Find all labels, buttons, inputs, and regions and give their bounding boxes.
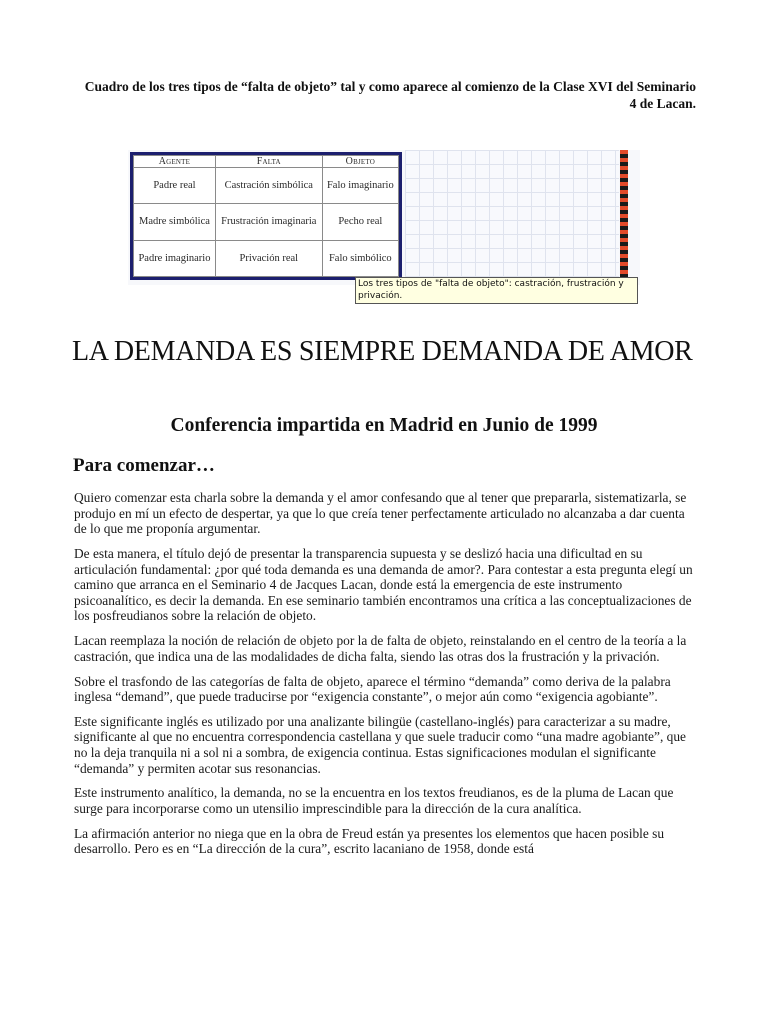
page-subtitle: Conferencia impartida en Madrid en Junio de 1999 [170, 415, 598, 436]
graph-paper-background [405, 150, 619, 285]
figure-image [128, 150, 640, 285]
table-cell: Padre real [134, 168, 216, 204]
paragraph: Lacan reemplaza la noción de relación de objeto por la de falta de objeto, reinstalando en el centro de la teoría a la castración, que indica una de las modalidades de dicha falta, siendo las otras dos la frustración y la privación. [74, 633, 687, 664]
table-row [134, 240, 399, 276]
header-falta: Falta [215, 156, 322, 168]
table-cell: Pecho real [322, 204, 398, 240]
lack-of-object-table [133, 155, 399, 277]
notebook-spiral-binding [620, 150, 628, 285]
table-cell: Castración simbólica [215, 168, 322, 204]
section-heading: Para comenzar… [73, 455, 215, 476]
table-row [134, 168, 399, 204]
body-text [74, 490, 700, 866]
table-cell: Padre imaginario [134, 240, 216, 276]
table-cell: Falo simbólico [322, 240, 398, 276]
lack-of-object-table-frame [130, 152, 402, 280]
figure-caption: Cuadro de los tres tipos de “falta de objeto” tal y como aparece al comienzo de la Clase XVI del Seminario 4 de Lacan. [84, 79, 696, 111]
table-cell: Falo imaginario [322, 168, 398, 204]
paragraph: Sobre el trasfondo de las categorías de falta de objeto, aparece el término “demanda” como deriva de la palabra inglesa “demand”, que puede traducirse por “exigencia constante”, o mejor aún como “exigencia agobiante”. [74, 673, 671, 705]
table-header-row [134, 156, 399, 168]
image-tooltip: Los tres tipos de "falta de objeto": castración, frustración y privación. [355, 277, 638, 304]
table-row [134, 204, 399, 240]
table-cell: Privación real [215, 240, 322, 276]
paragraph: Este significante inglés es utilizado por una analizante bilingüe (castellano-inglés) para caracterizar a su madre, significante al que no encuentra correspondencia castellana y que suele traducir como “una madre agobiante”, que no la deja tranquila ni a sol ni a sombra, de exigencia continua. Estas significaciones modulan el significante “demanda” y permiten acotar sus resonancias. [74, 713, 686, 776]
paragraph: De esta manera, el título dejó de presentar la transparencia supuesta y se deslizó hacia una dificultad en su articulación fundamental: ¿por qué toda demanda es una demanda de amor?. Para contestar a esta pregunta elegí un camino que arranca en el Seminario 4 de Jacques Lacan, donde está la emergencia de este instrumento psicoanalítico, es decir la demanda. En ese seminario también encontramos una crítica a las conceptualizaciones de los posfreudianos sobre la relación de objeto. [74, 545, 693, 624]
table-cell: Madre simbólica [134, 204, 216, 240]
table-cell: Frustración imaginaria [215, 204, 322, 240]
paragraph: Este instrumento analítico, la demanda, no se la encuentra en los textos freudianos, es de la pluma de Lacan que surge para incorporarse como un utensilio imprescindible para la dirección de la cura analítica. [74, 785, 674, 817]
header-objeto: Objeto [322, 156, 398, 168]
paragraph: La afirmación anterior no niega que en la obra de Freud están ya presentes los elementos que hacen posible su desarrollo. Pero es en “La dirección de la cura”, escrito lacaniano de 1958, donde está [74, 825, 665, 857]
header-agente: Agente [134, 156, 216, 168]
page-title: LA DEMANDA ES SIEMPRE DEMANDA DE AMOR [72, 336, 693, 367]
paragraph: Quiero comenzar esta charla sobre la demanda y el amor confesando que al tener que prepararla, sistematizarla, se produjo en mí un efecto de despertar, ya que lo que creía tener perfectamente articulado no alcanzaba a dar cuenta de lo que me proponía argumentar. [74, 490, 687, 537]
